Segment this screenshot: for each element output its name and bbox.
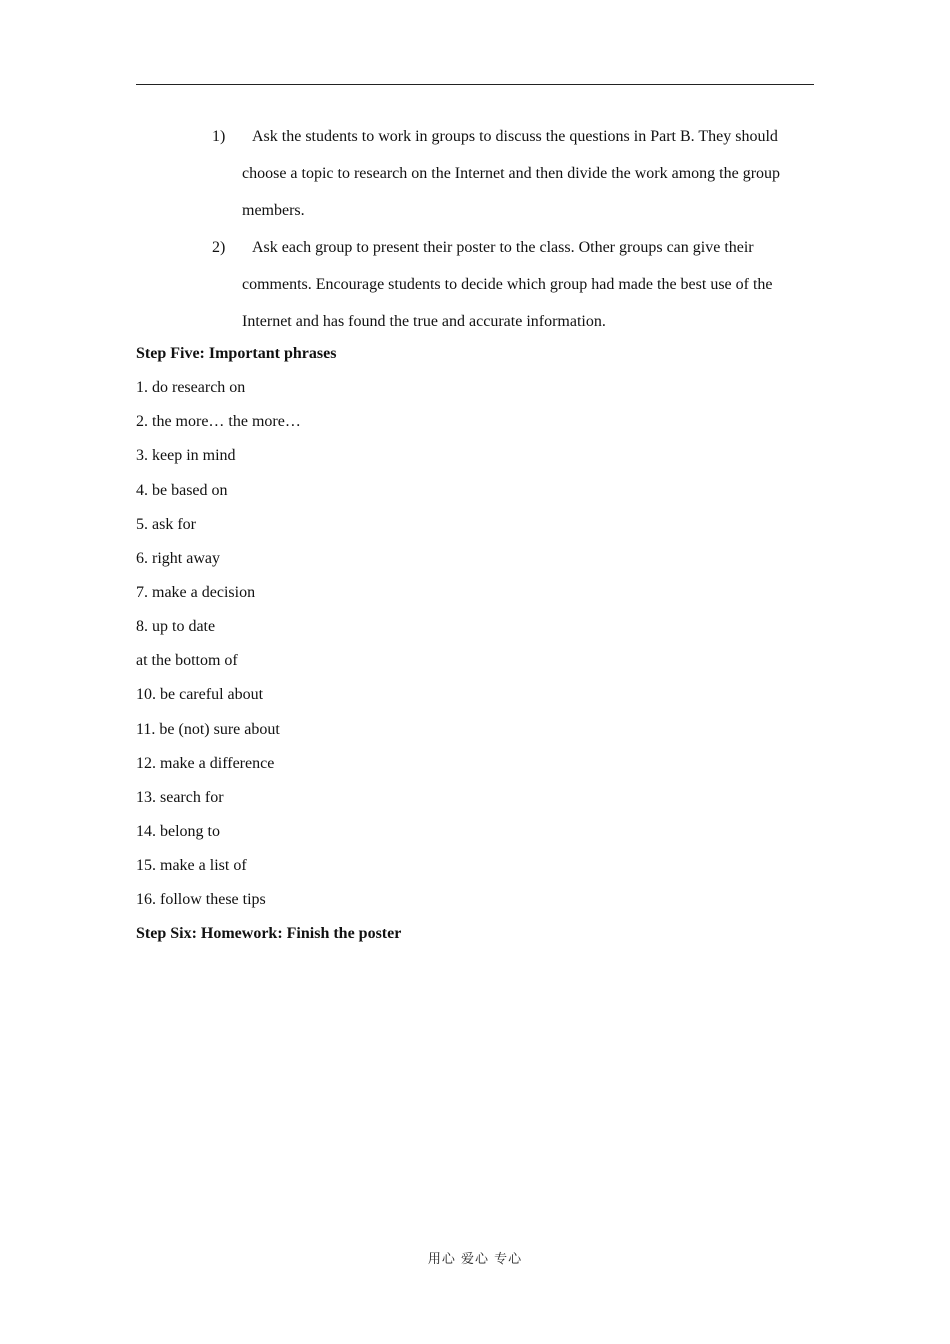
step-six-heading: Step Six: Homework: Finish the poster xyxy=(136,925,402,943)
header-rule xyxy=(136,84,814,85)
instruction-text: Ask each group to present their poster to the class. Other groups can give their comments. Encourage students to decide which group had made the best use of the Internet and has found the true and accurate information. xyxy=(242,239,773,330)
phrase-item: 14. belong to xyxy=(136,822,220,840)
instruction-marker: 1) xyxy=(212,128,226,145)
phrases-section xyxy=(136,337,814,952)
phrase-item: 7. make a decision xyxy=(136,583,256,601)
instruction-item xyxy=(136,118,814,229)
instruction-text: Ask the students to work in groups to discuss the questions in Part B. They should choose a topic to research on the Internet and then divide the work among the group members. xyxy=(242,128,781,219)
phrase-item: 6. right away xyxy=(136,549,220,567)
phrase-item: 16. follow these tips xyxy=(136,891,266,909)
phrase-item: 10. be careful about xyxy=(136,686,264,704)
instruction-list xyxy=(136,118,814,340)
phrase-item: 5. ask for xyxy=(136,515,196,533)
step-five-heading: Step Five: Important phrases xyxy=(136,345,337,362)
phrase-item: at the bottom of xyxy=(136,652,238,670)
phrase-item: 1. do research on xyxy=(136,379,246,397)
phrase-item: 4. be based on xyxy=(136,481,228,499)
phrase-item: 12. make a difference xyxy=(136,754,275,772)
page-footer: 用心 爱心 专心 xyxy=(427,1252,523,1267)
phrase-item: 3. keep in mind xyxy=(136,447,236,465)
phrase-item: 8. up to date xyxy=(136,618,216,636)
phrase-item: 15. make a list of xyxy=(136,857,247,875)
instruction-item xyxy=(136,229,814,340)
phrase-item: 13. search for xyxy=(136,788,224,806)
phrase-item: 2. the more… the more… xyxy=(136,413,301,431)
phrase-item: 11. be (not) sure about xyxy=(136,720,280,738)
instruction-marker: 2) xyxy=(212,239,226,256)
